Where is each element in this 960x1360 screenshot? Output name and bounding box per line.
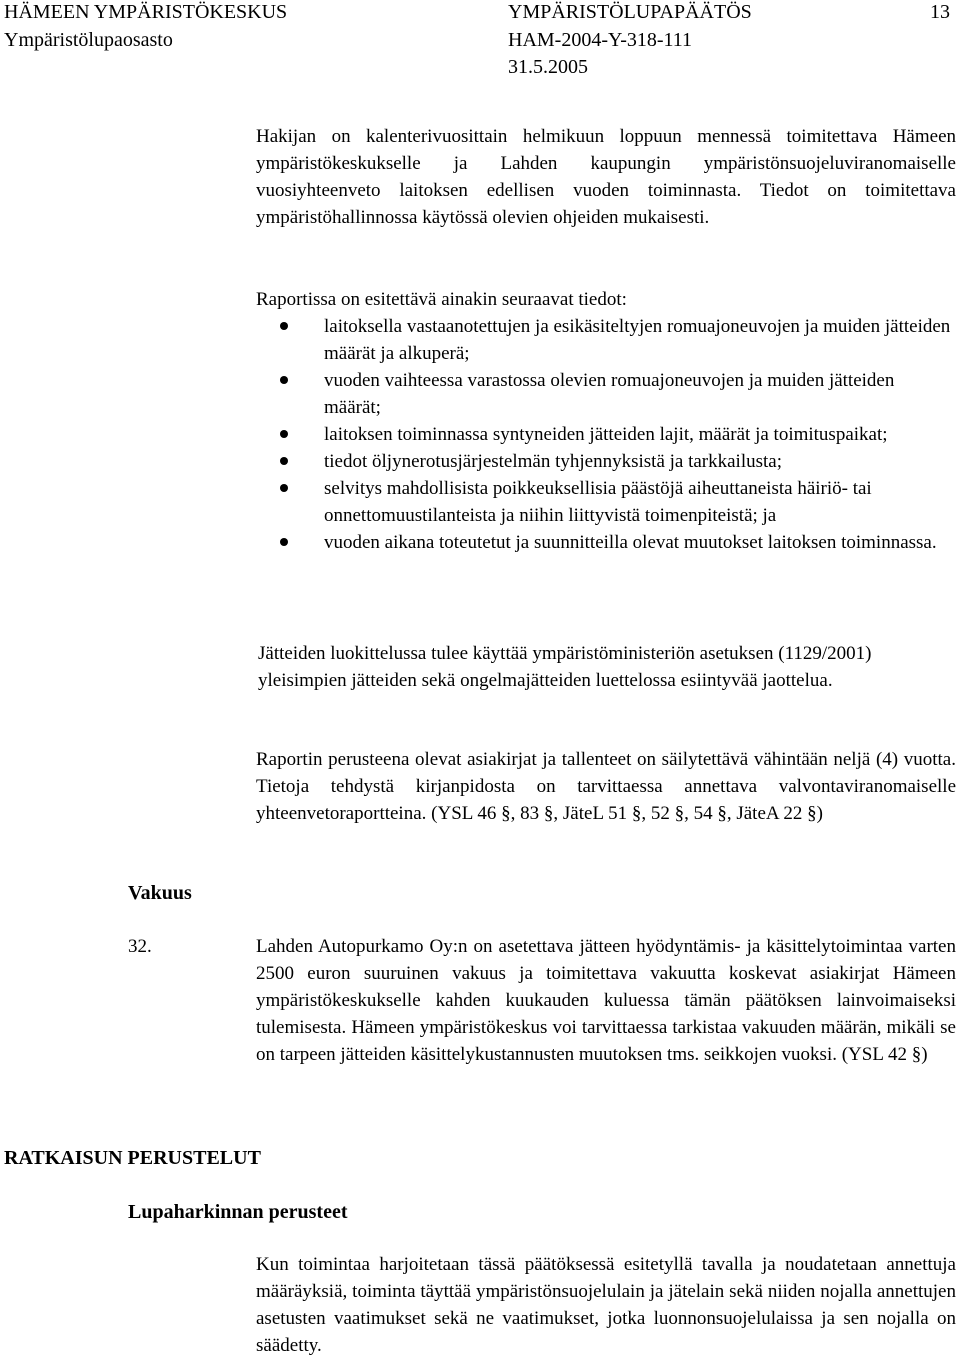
bullet-icon	[280, 322, 288, 330]
reporting-obligation-paragraph: Hakijan on kalenterivuosittain helmikuun loppuun mennessä toimitettava Hämeen ympäristökeskukselle ja Lahden kaupungin ympäristönsuojeluviranomaiselle vuosiyhteenveto laitoksen edellisen vuoden toiminnasta. Tiedot on toimitettava ympäristöhallinnossa käytössä olevien ohjeiden mukaisesti.	[256, 126, 956, 228]
list-item: laitoksella vastaanotettujen ja esikäsiteltyjen romuajoneuvojen ja muiden jätteiden määrät ja alkuperä;	[256, 313, 956, 367]
unit-name: Ympäristölupaosasto	[4, 29, 173, 51]
section-heading-ratkaisun-perustelut: RATKAISUN PERUSTELUT	[4, 1147, 261, 1169]
bullet-icon	[280, 457, 288, 465]
bullet-icon	[280, 430, 288, 438]
bullet-icon	[280, 484, 288, 492]
report-intro: Raportissa on esitettävä ainakin seuraavat tiedot:	[256, 289, 627, 310]
report-items-list	[256, 313, 956, 556]
list-item: vuoden vaihteessa varastossa olevien romuajoneuvojen ja muiden jätteiden määrät;	[256, 367, 956, 421]
document-id: HAM-2004-Y-318-111	[508, 29, 693, 51]
document-date: 31.5.2005	[508, 56, 588, 78]
org-name: HÄMEEN YMPÄRISTÖKESKUS	[4, 1, 288, 23]
permit-grounds-paragraph: Kun toimintaa harjoitetaan tässä päätöksessä esitetyllä tavalla ja noudatetaan annettuja määräyksiä, toiminta täyttää ympäristönsuojelulain ja jätelain sekä niiden nojalla annettujen asetusten vaatimukset sekä ne vaatimukset, jotka luonnonsuojelulaissa ja sen nojalla on säädetty.	[256, 1254, 956, 1356]
list-item: tiedot öljynerotusjärjestelmän tyhjennyksistä ja tarkkailusta;	[256, 448, 956, 475]
item-number: 32.	[128, 936, 152, 957]
document-type: YMPÄRISTÖLUPAPÄÄTÖS	[508, 1, 752, 23]
guarantee-paragraph: Lahden Autopurkamo Oy:n on asetettava jätteen hyödyntämis- ja käsittelytoimintaa varten 2500 euron suuruinen vakuus ja toimitettava vakuutta koskevat asiakirjat Hämeen ympäristökeskukselle kahden kuukauden kuluessa tämän päätöksen lainvoimaiseksi tulemisesta. Hämeen ympäristökeskus voi tarvittaessa tarkistaa vakuuden määrän, mikäli se on tarpeen jätteiden käsittelykustannusten muutoksen tms. seikkojen vuoksi. (YSL 42 §)	[256, 936, 956, 1065]
section-heading-vakuus: Vakuus	[128, 882, 192, 904]
list-item: laitoksen toiminnassa syntyneiden jätteiden lajit, määrät ja toimituspaikat;	[256, 421, 956, 448]
list-item: vuoden aikana toteutetut ja suunnitteilla olevat muutokset laitoksen toiminnassa.	[256, 529, 956, 556]
subheading-lupaharkinnan-perusteet: Lupaharkinnan perusteet	[128, 1201, 348, 1223]
list-item: selvitys mahdollisista poikkeuksellisia päästöjä aiheuttaneista häiriö- tai onnettomuustilanteista ja niihin liittyvistä toimenpiteistä; ja	[256, 475, 956, 529]
record-retention-paragraph: Raportin perusteena olevat asiakirjat ja tallenteet on säilytettävä vähintään neljä (4) vuotta. Tietoja tehdystä kirjanpidosta on tarvittaessa annettava valvontaviranomaiselle yhteenvetoraportteina. (YSL 46 §, 83 §, JäteL 51 §, 52 §, 54 §, JäteA 22 §)	[256, 749, 956, 824]
bullet-icon	[280, 538, 288, 546]
page-number: 13	[930, 1, 950, 23]
waste-classification-paragraph: Jätteiden luokittelussa tulee käyttää ympäristöministeriön asetuksen (1129/2001) yleisimpien jätteiden sekä ongelmajätteiden luettelossa esiintyvää jaottelua.	[258, 643, 872, 691]
bullet-icon	[280, 376, 288, 384]
